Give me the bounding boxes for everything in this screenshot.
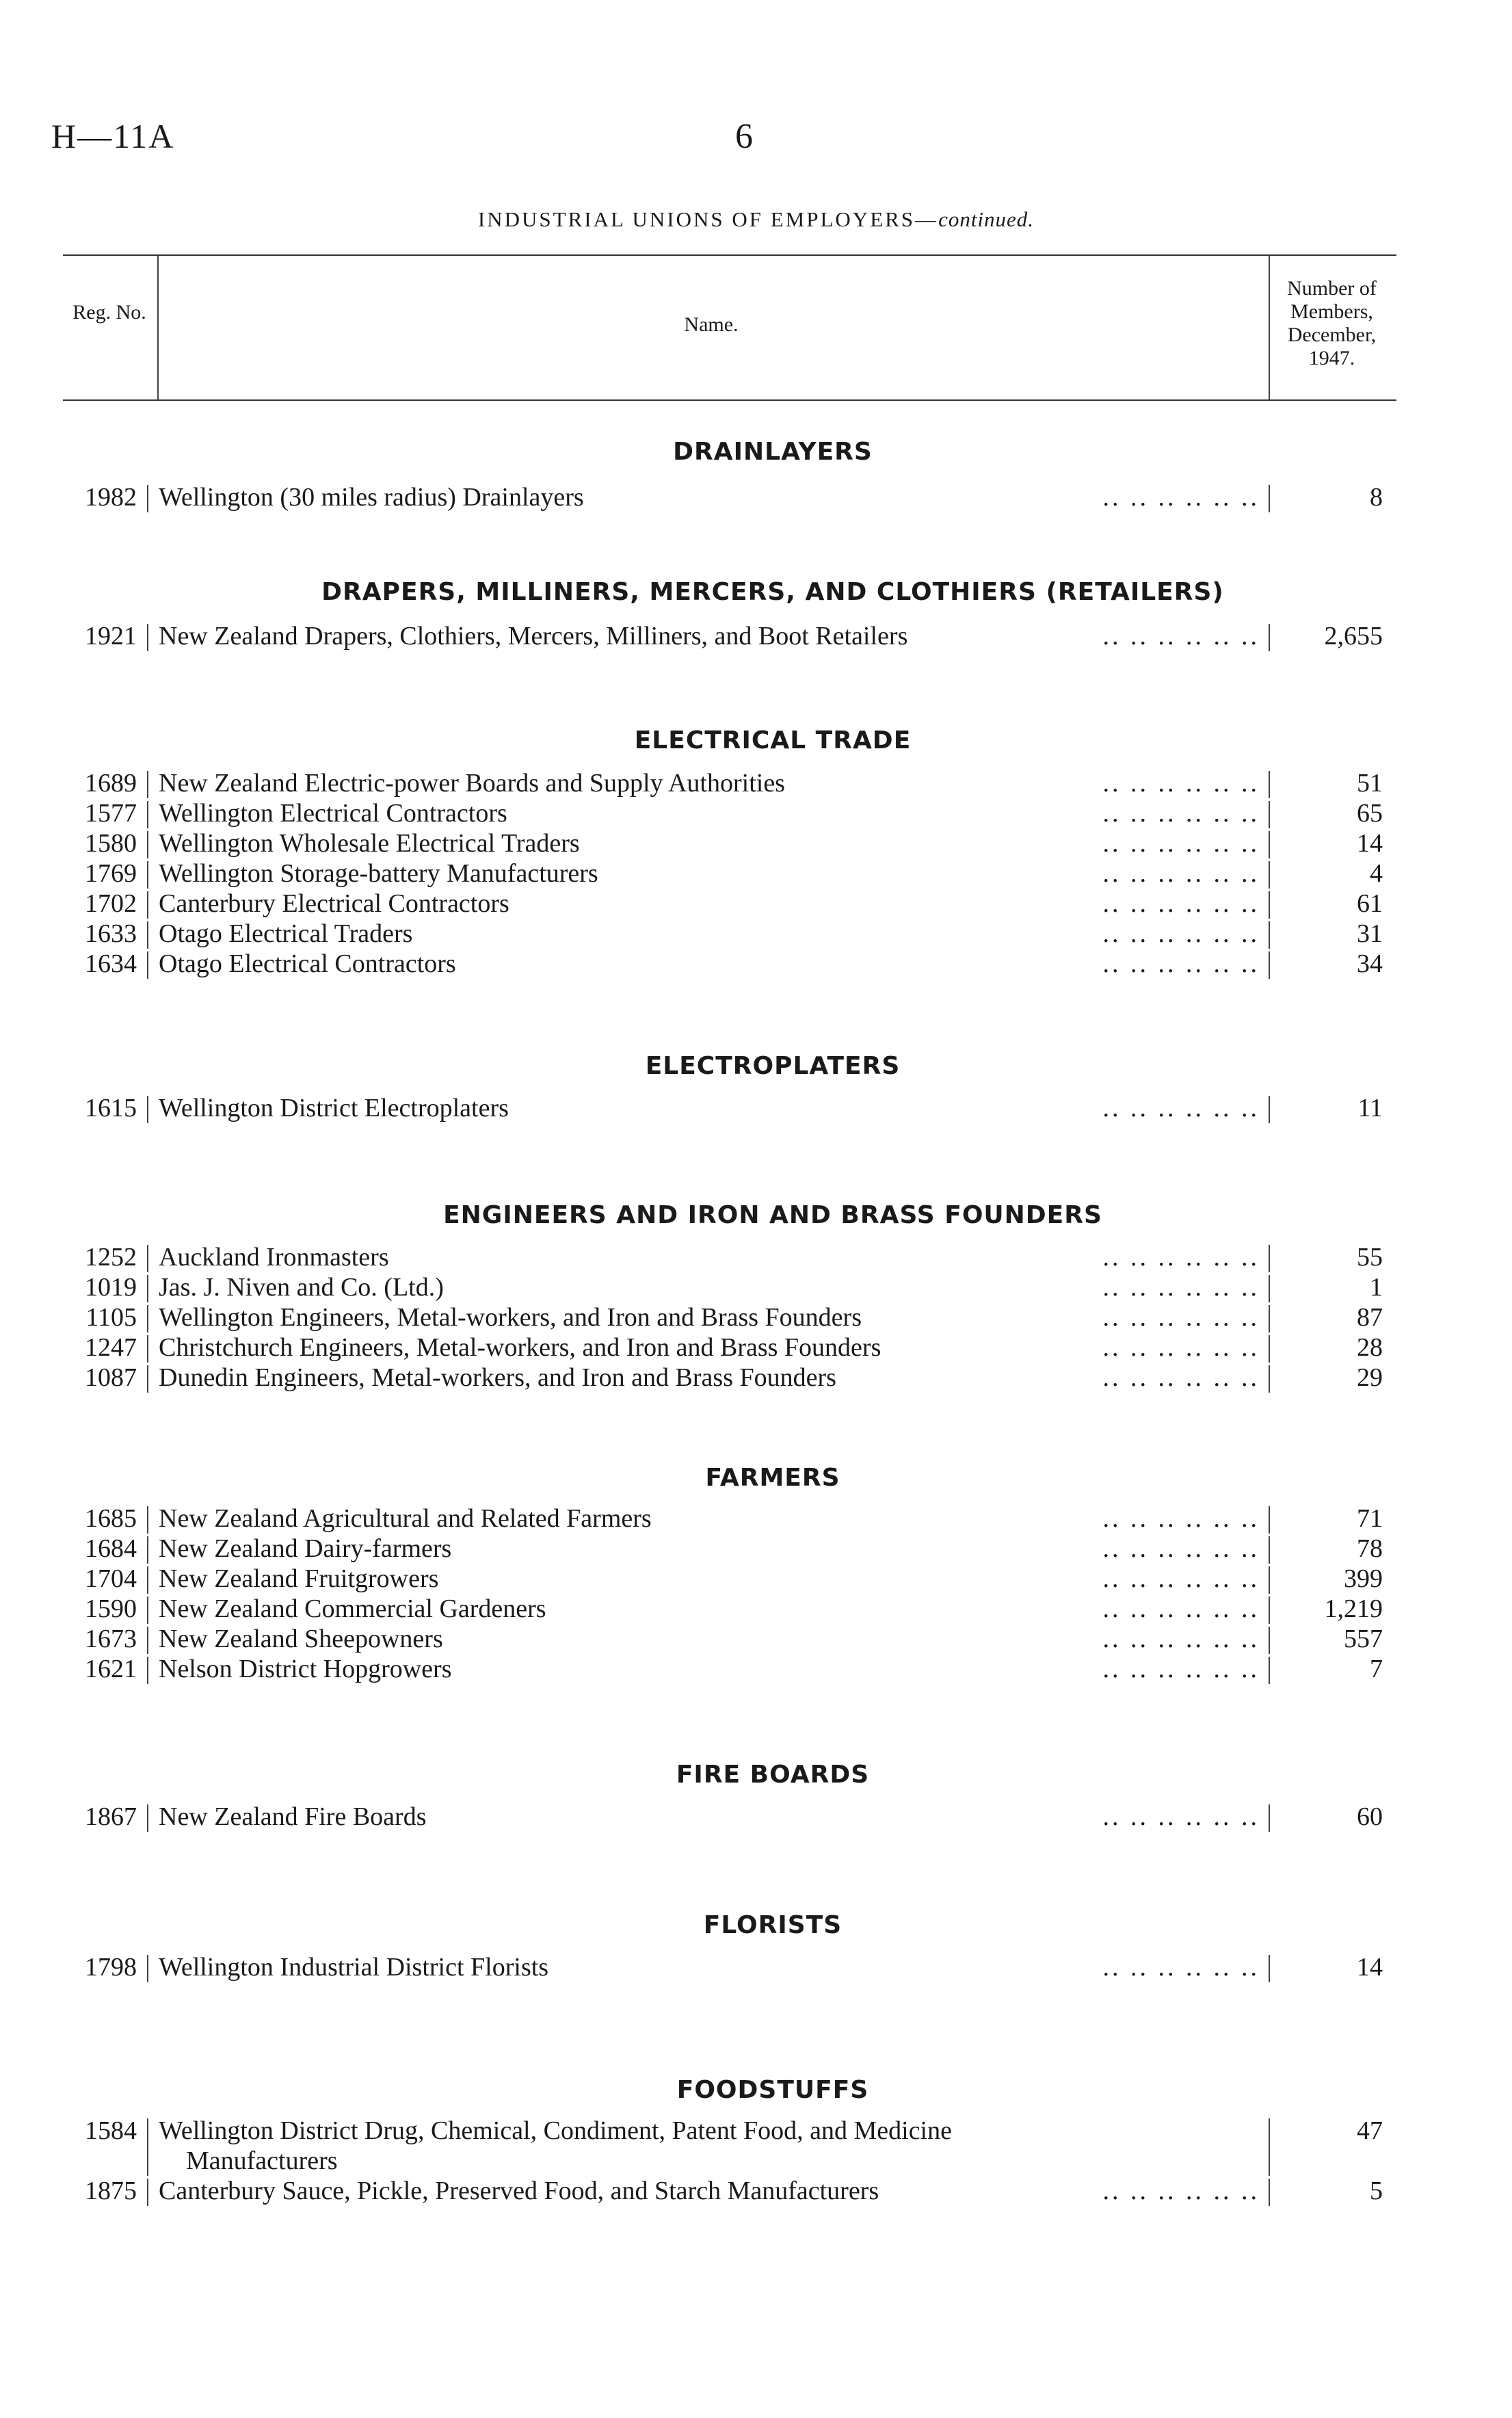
union-name — [159, 1802, 1260, 1832]
table-row — [0, 1654, 1512, 1684]
member-count: 34 — [1357, 949, 1383, 978]
union-name — [159, 1952, 1260, 1982]
reg-number: 1087 — [85, 1363, 137, 1392]
running-title — [0, 207, 1512, 232]
table-row — [0, 1332, 1512, 1363]
member-count: 65 — [1357, 799, 1383, 828]
table-row — [0, 2176, 1512, 2206]
table-row — [0, 768, 1512, 798]
table-row — [0, 1302, 1512, 1332]
table-row — [0, 919, 1512, 949]
union-name — [159, 2116, 1253, 2176]
union-name-text: Canterbury Sauce, Pickle, Preserved Food, and Starch Manufacturers — [159, 2177, 887, 2205]
column-divider — [1269, 951, 1270, 979]
table-row — [0, 828, 1512, 858]
leader-dots: .. .. .. .. .. .. — [1102, 1594, 1260, 1623]
section-title: FOODSTUFFS — [676, 2076, 869, 2104]
member-count: 28 — [1357, 1333, 1383, 1362]
union-name — [159, 1272, 1260, 1302]
union-name-text: Wellington Wholesale Electrical Traders — [159, 829, 588, 858]
column-divider — [1269, 1804, 1270, 1832]
table-row — [0, 1503, 1512, 1534]
section-title: ELECTRICAL TRADE — [634, 726, 912, 754]
column-divider — [147, 1305, 148, 1332]
union-name — [159, 1534, 1260, 1564]
reg-number: 1621 — [85, 1655, 137, 1683]
column-divider — [147, 1627, 148, 1654]
reg-number: 1921 — [85, 622, 137, 651]
column-divider — [1269, 1955, 1270, 1982]
union-name-text: Wellington District Drug, Chemical, Condiment, Patent Food, and Medicine — [159, 2116, 952, 2145]
member-count: 61 — [1357, 889, 1383, 918]
column-divider — [1269, 1305, 1270, 1332]
reg-number: 1590 — [85, 1594, 137, 1623]
leader-dots: .. .. .. .. .. .. — [1102, 1504, 1260, 1533]
column-divider — [1269, 891, 1270, 919]
union-name-continued: Manufacturers — [186, 2146, 338, 2175]
member-count: 5 — [1370, 2177, 1383, 2205]
column-divider — [1269, 1657, 1270, 1684]
leader-dots: .. .. .. .. .. .. — [1102, 1625, 1260, 1653]
column-divider — [1269, 1536, 1270, 1564]
table-row — [0, 1242, 1512, 1272]
table-row — [0, 798, 1512, 828]
column-header-name: Name. — [684, 313, 739, 336]
union-name-text: Auckland Ironmasters — [159, 1243, 397, 1272]
column-divider — [1269, 1506, 1270, 1534]
column-header-members: Number of Members, December, 1947. — [1287, 277, 1377, 369]
reg-number: 1704 — [85, 1564, 137, 1593]
table-row — [0, 1802, 1512, 1832]
reg-number: 1673 — [85, 1625, 137, 1653]
member-count: 1 — [1370, 1273, 1383, 1302]
reg-number: 1580 — [85, 829, 137, 858]
column-divider — [147, 771, 148, 798]
member-count: 31 — [1357, 919, 1383, 948]
member-count: 4 — [1370, 859, 1383, 888]
table-row — [0, 1272, 1512, 1302]
union-name-text: New Zealand Electric-power Boards and Supply Authorities — [159, 769, 793, 798]
column-divider — [1269, 1275, 1270, 1302]
column-divider — [147, 1275, 148, 1302]
leader-dots: .. .. .. .. .. .. — [1102, 1273, 1260, 1302]
reg-number: 1684 — [85, 1534, 137, 1563]
member-count: 60 — [1357, 1802, 1383, 1831]
leader-dots: .. .. .. .. .. .. — [1102, 483, 1260, 512]
union-name-text: New Zealand Sheepowners — [159, 1625, 451, 1653]
member-count: 7 — [1370, 1655, 1383, 1683]
union-name-text: Wellington Electrical Contractors — [159, 799, 516, 828]
reg-number: 1689 — [85, 769, 137, 798]
union-name — [159, 949, 1260, 979]
column-header-reg-no: Reg. No. — [72, 301, 146, 324]
column-divider — [147, 624, 148, 651]
column-divider — [1269, 1566, 1270, 1594]
union-name-text: Otago Electrical Contractors — [159, 949, 464, 978]
leader-dots: .. .. .. .. .. .. — [1102, 1333, 1260, 1362]
table-row — [0, 889, 1512, 919]
leader-dots: .. .. .. .. .. .. — [1102, 1802, 1260, 1831]
member-count: 78 — [1357, 1534, 1383, 1563]
column-divider — [147, 2179, 148, 2206]
column-divider — [1269, 1245, 1270, 1272]
reg-number: 1982 — [85, 483, 137, 512]
reg-number: 1577 — [85, 799, 137, 828]
table-row — [0, 858, 1512, 889]
leader-dots: .. .. .. .. .. .. — [1102, 919, 1260, 948]
page-id: H—11A — [51, 117, 175, 155]
column-divider — [147, 1335, 148, 1363]
union-name-text: Wellington Industrial District Florists — [159, 1953, 557, 1982]
union-name — [159, 768, 1260, 798]
column-divider — [147, 951, 148, 979]
union-name-text: Dunedin Engineers, Metal-workers, and Iron and Brass Founders — [159, 1363, 845, 1392]
reg-number: 1769 — [85, 859, 137, 888]
column-divider — [1269, 771, 1270, 798]
union-name-text: New Zealand Agricultural and Related Farmers — [159, 1504, 660, 1533]
union-name-text: New Zealand Fruitgrowers — [159, 1564, 447, 1593]
union-name-text: Wellington Storage-battery Manufacturers — [159, 859, 607, 888]
table-header-rule — [63, 399, 1396, 401]
table-row — [0, 1093, 1512, 1123]
union-name-text: Otago Electrical Traders — [159, 919, 421, 948]
union-name — [159, 889, 1260, 919]
reg-number: 1875 — [85, 2177, 137, 2205]
leader-dots: .. .. .. .. .. .. — [1102, 1363, 1260, 1392]
leader-dots: .. .. .. .. .. .. — [1102, 622, 1260, 651]
reg-number: 1252 — [85, 1243, 137, 1272]
column-divider — [147, 861, 148, 889]
column-divider — [147, 485, 148, 512]
union-name — [159, 1654, 1260, 1684]
union-name-text: Wellington District Electroplaters — [159, 1094, 517, 1122]
member-count: 399 — [1344, 1564, 1383, 1593]
column-divider — [1269, 2179, 1270, 2206]
table-row — [0, 621, 1512, 651]
member-count: 71 — [1357, 1504, 1383, 1533]
column-divider — [1269, 921, 1270, 949]
member-count: 1,219 — [1324, 1594, 1383, 1623]
column-divider — [1269, 801, 1270, 828]
reg-number: 1584 — [85, 2116, 137, 2145]
union-name-text: Christchurch Engineers, Metal-workers, and Iron and Brass Founders — [159, 1333, 889, 1362]
page-number: 6 — [735, 117, 753, 156]
member-count: 51 — [1357, 769, 1383, 798]
column-divider — [1269, 831, 1270, 858]
reg-number: 1633 — [85, 919, 137, 948]
column-divider — [147, 1657, 148, 1684]
member-count: 14 — [1357, 1953, 1383, 1982]
union-name — [159, 1363, 1260, 1393]
member-count: 47 — [1357, 2116, 1383, 2145]
column-divider — [147, 1365, 148, 1393]
union-name-text: Canterbury Electrical Contractors — [159, 889, 518, 918]
column-divider — [147, 801, 148, 828]
member-count: 29 — [1357, 1363, 1383, 1392]
section-title: FLORISTS — [703, 1911, 843, 1939]
member-count: 14 — [1357, 829, 1383, 858]
union-name — [159, 621, 1260, 651]
section-title: FARMERS — [705, 1464, 840, 1492]
reg-number: 1615 — [85, 1094, 137, 1122]
leader-dots: .. .. .. .. .. .. — [1102, 769, 1260, 798]
column-divider — [147, 1096, 148, 1123]
column-divider — [1269, 1627, 1270, 1654]
column-divider — [1269, 1596, 1270, 1624]
column-divider — [1269, 861, 1270, 889]
union-name — [159, 482, 1260, 512]
member-count: 2,655 — [1324, 622, 1383, 651]
member-count: 11 — [1357, 1094, 1383, 1122]
section-title: ELECTROPLATERS — [645, 1052, 901, 1080]
leader-dots: .. .. .. .. .. .. — [1102, 1303, 1260, 1332]
leader-dots: .. .. .. .. .. .. — [1102, 1534, 1260, 1563]
leader-dots: .. .. .. .. .. .. — [1102, 859, 1260, 888]
table-row — [0, 2116, 1512, 2176]
member-count: 557 — [1344, 1625, 1383, 1653]
leader-dots: .. .. .. .. .. .. — [1102, 949, 1260, 978]
column-divider — [147, 1955, 148, 1982]
running-title-text: INDUSTRIAL UNIONS OF EMPLOYERS— — [477, 207, 939, 231]
table-row — [0, 949, 1512, 979]
union-name-text: Jas. J. Niven and Co. (Ltd.) — [159, 1273, 452, 1302]
running-title-continued: continued. — [938, 207, 1035, 231]
member-count: 55 — [1357, 1243, 1383, 1272]
union-name-text: New Zealand Drapers, Clothiers, Mercers, Milliners, and Boot Retailers — [159, 622, 916, 651]
union-name — [159, 1564, 1260, 1594]
leader-dots: .. .. .. .. .. .. — [1102, 1655, 1260, 1683]
table-row — [0, 1952, 1512, 1982]
reg-number: 1685 — [85, 1504, 137, 1533]
column-divider — [1269, 2118, 1270, 2176]
section-title: FIRE BOARDS — [676, 1761, 870, 1789]
column-divider — [1269, 624, 1270, 651]
table-row — [0, 1363, 1512, 1393]
member-count: 8 — [1370, 483, 1383, 512]
reg-number: 1634 — [85, 949, 137, 978]
union-name — [159, 1503, 1260, 1534]
union-name-text: Wellington Engineers, Metal-workers, and Iron and Brass Founders — [159, 1303, 870, 1332]
union-name — [159, 798, 1260, 828]
leader-dots: .. .. .. .. .. .. — [1102, 889, 1260, 918]
table-row — [0, 1534, 1512, 1564]
column-divider — [147, 1506, 148, 1534]
union-name — [159, 1332, 1260, 1363]
column-divider — [1269, 1096, 1270, 1123]
section-title: DRAINLAYERS — [673, 438, 873, 466]
union-name-text: New Zealand Commercial Gardeners — [159, 1594, 555, 1623]
union-name — [159, 919, 1260, 949]
union-name — [159, 1624, 1260, 1654]
column-divider — [1269, 1365, 1270, 1393]
reg-number: 1247 — [85, 1333, 137, 1362]
reg-number: 1702 — [85, 889, 137, 918]
column-divider — [147, 921, 148, 949]
header-divider-left — [157, 256, 159, 399]
union-name — [159, 2176, 1260, 2206]
leader-dots: .. .. .. .. .. .. — [1102, 1953, 1260, 1982]
column-divider — [147, 1596, 148, 1624]
union-name — [159, 1594, 1260, 1624]
leader-dots: .. .. .. .. .. .. — [1102, 1094, 1260, 1122]
reg-number: 1867 — [85, 1802, 137, 1831]
table-row — [0, 1594, 1512, 1624]
union-name — [159, 858, 1260, 889]
column-divider — [1269, 485, 1270, 512]
reg-number: 1798 — [85, 1953, 137, 1982]
column-divider — [147, 1804, 148, 1832]
column-divider — [147, 1245, 148, 1272]
column-divider — [1269, 1335, 1270, 1363]
union-name-text: Nelson District Hopgrowers — [159, 1655, 460, 1683]
table-row — [0, 482, 1512, 512]
column-divider — [147, 891, 148, 919]
leader-dots: .. .. .. .. .. .. — [1102, 1564, 1260, 1593]
header-divider-right — [1269, 256, 1270, 399]
member-count: 87 — [1357, 1303, 1383, 1332]
section-title: DRAPERS, MILLINERS, MERCERS, AND CLOTHIERS (RETAILERS) — [321, 578, 1224, 606]
union-name-text: Wellington (30 miles radius) Drainlayers — [159, 483, 592, 512]
table-row — [0, 1624, 1512, 1654]
leader-dots: .. .. .. .. .. .. — [1102, 2177, 1260, 2205]
union-name — [159, 1302, 1260, 1332]
column-divider — [147, 2118, 148, 2176]
table-row — [0, 1564, 1512, 1594]
union-name — [159, 1093, 1260, 1123]
reg-number: 1019 — [85, 1273, 137, 1302]
union-name-text: New Zealand Dairy-farmers — [159, 1534, 460, 1563]
table-top-rule — [63, 254, 1396, 256]
column-divider — [147, 1566, 148, 1594]
section-title: ENGINEERS AND IRON AND BRASS FOUNDERS — [443, 1201, 1102, 1229]
column-divider — [147, 1536, 148, 1564]
union-name — [159, 828, 1260, 858]
leader-dots: .. .. .. .. .. .. — [1102, 1243, 1260, 1272]
leader-dots: .. .. .. .. .. .. — [1102, 799, 1260, 828]
union-name-text: New Zealand Fire Boards — [159, 1802, 435, 1831]
column-divider — [147, 831, 148, 858]
union-name — [159, 1242, 1260, 1272]
leader-dots: .. .. .. .. .. .. — [1102, 829, 1260, 858]
reg-number: 1105 — [85, 1303, 137, 1332]
